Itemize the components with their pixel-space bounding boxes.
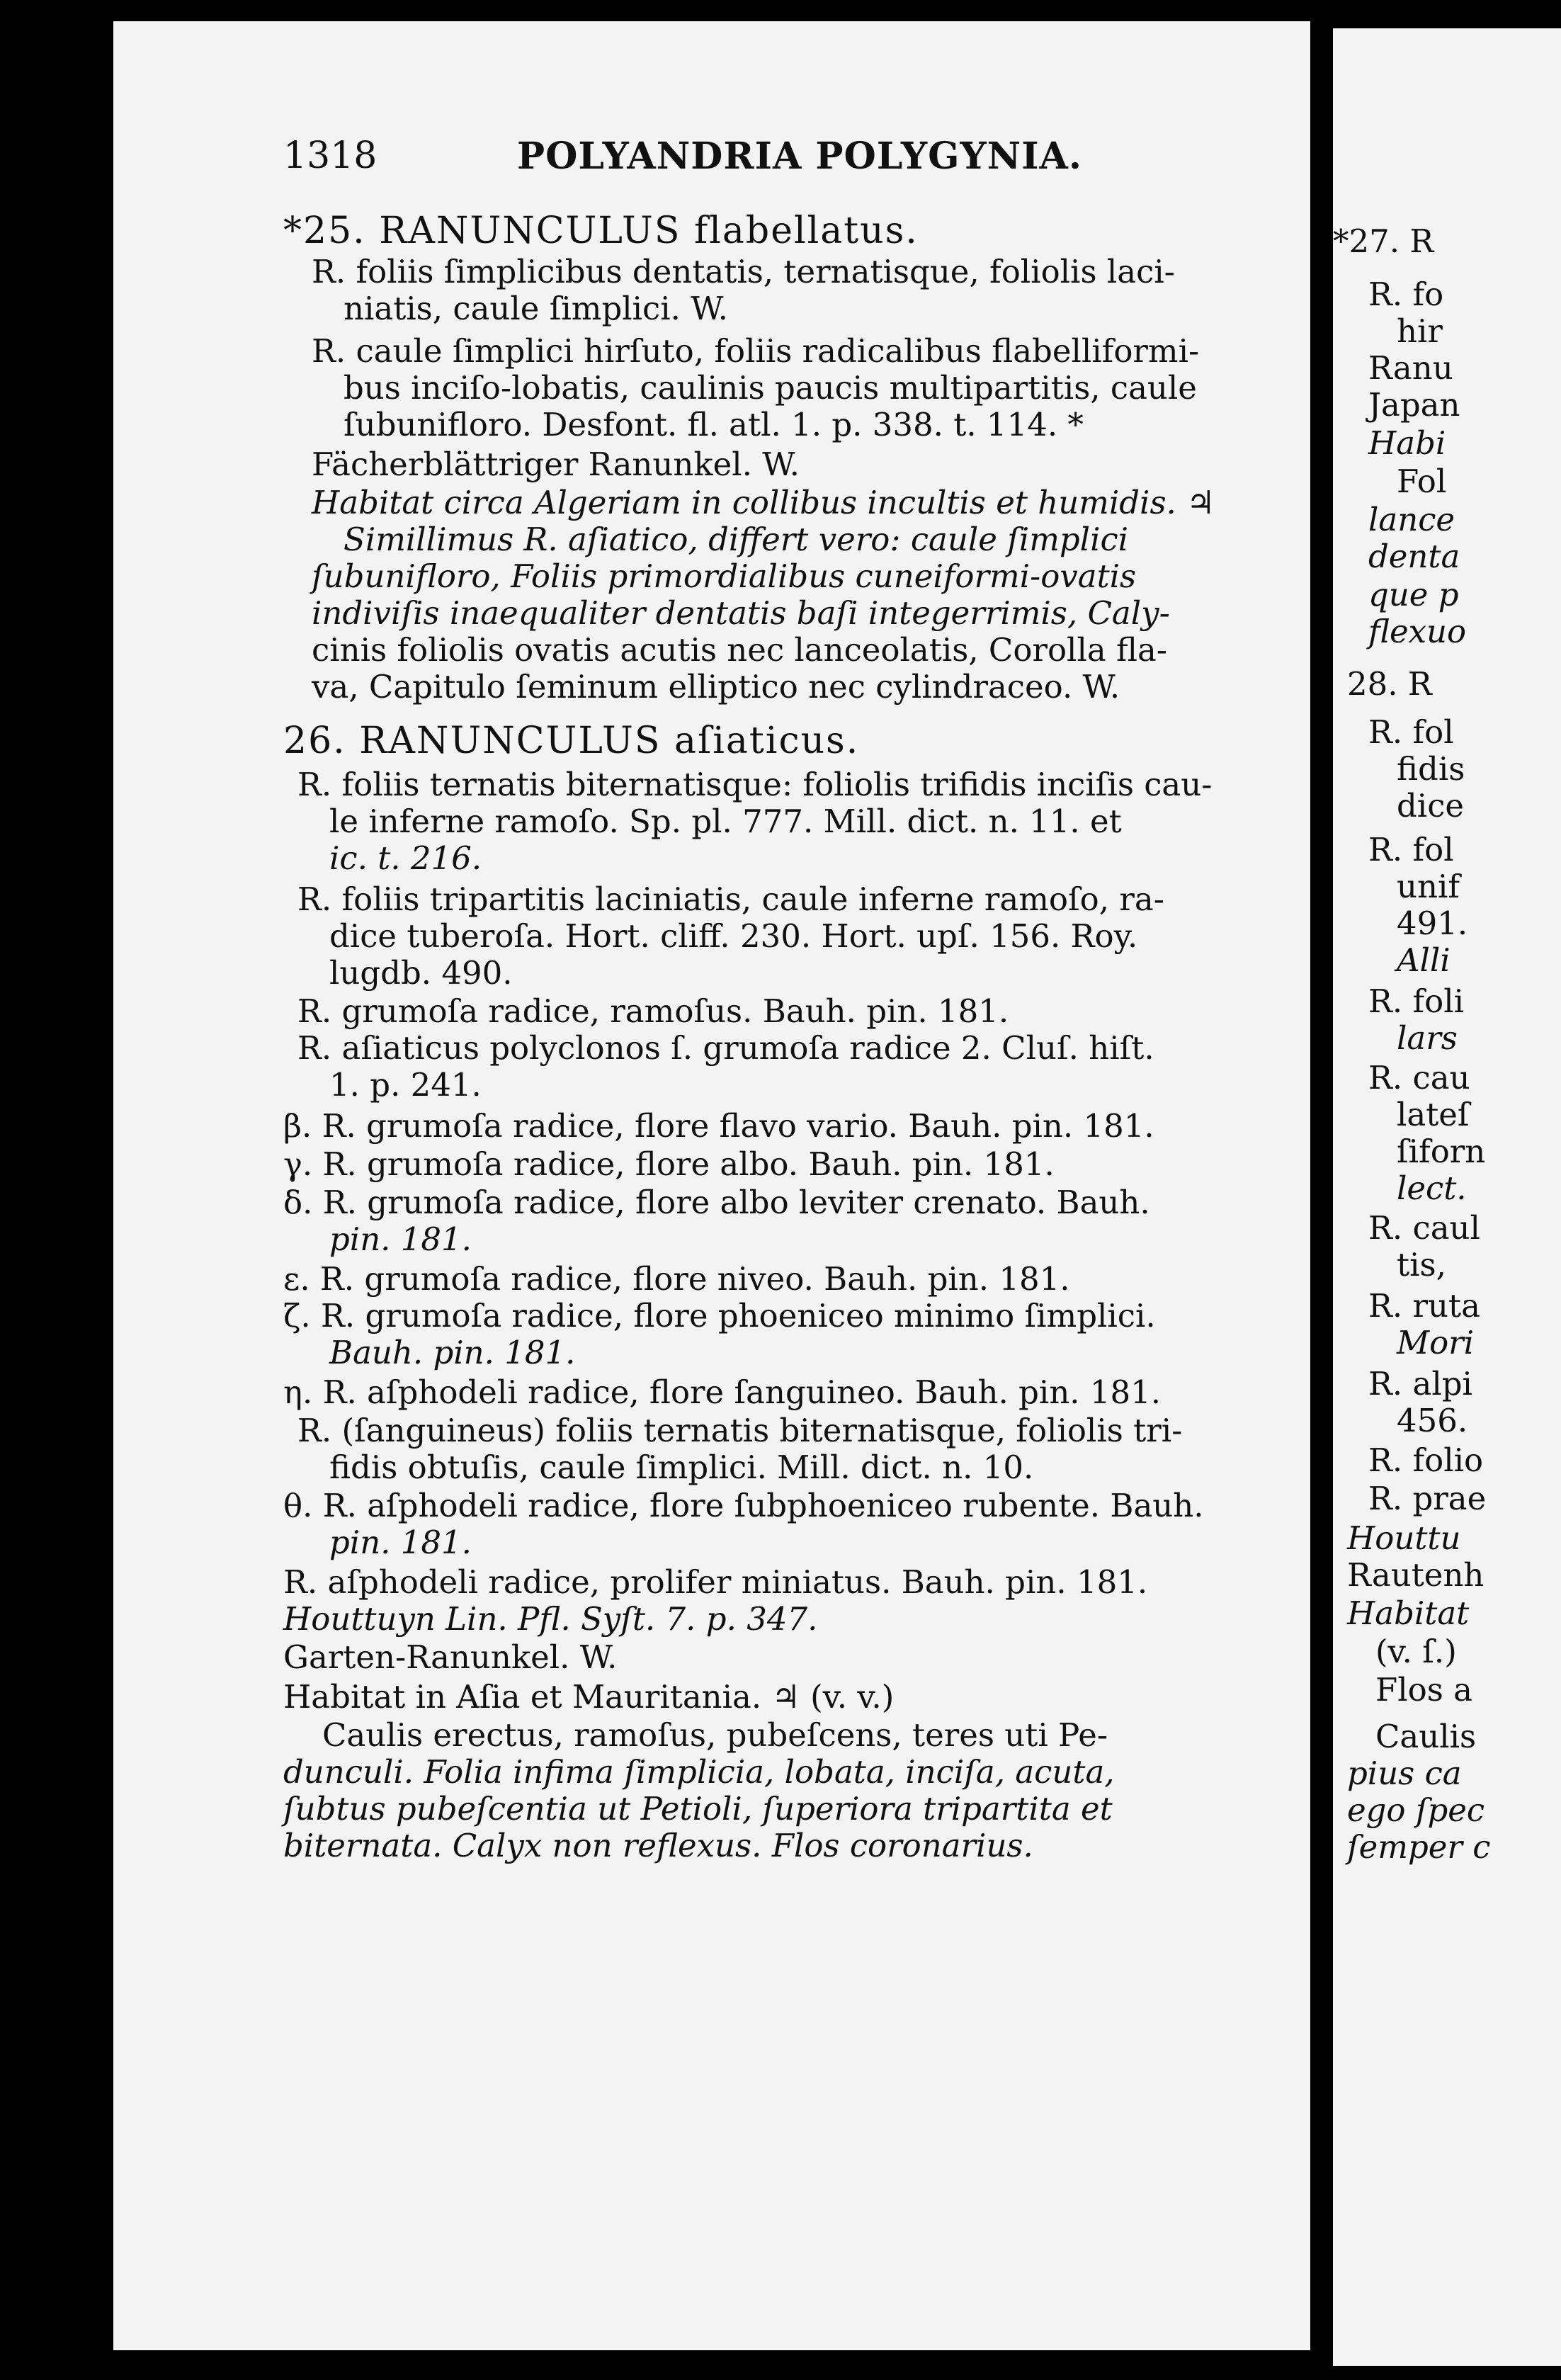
right-text-line: tis,: [1397, 1246, 1446, 1284]
text-line: *25. RANUNCULUS flabellatus.: [283, 210, 919, 252]
right-text-line: R. alpi: [1368, 1365, 1472, 1402]
right-text-line: R. ruta: [1368, 1287, 1480, 1325]
right-text-line: Alli: [1397, 941, 1451, 979]
text-line: ic. t. 216.: [329, 839, 482, 877]
text-line: indiviſis inaequaliter dentatis baſi integerrimis, Caly-: [312, 594, 1170, 632]
left-page: [113, 21, 1310, 2350]
book-gutter: [1310, 0, 1333, 2380]
right-text-line: Fol: [1397, 463, 1447, 500]
text-line: γ. R. grumoſa radice, flore albo. Bauh. pin. 181.: [283, 1145, 1055, 1183]
text-line: Fächerblättriger Ranunkel. W.: [312, 446, 800, 483]
right-text-line: R. prae: [1368, 1480, 1487, 1517]
right-text-line: Rautenh: [1347, 1556, 1485, 1594]
right-text-line: ego ſpec: [1347, 1791, 1485, 1829]
text-line: ſubunifloro. Desfont. fl. atl. 1. p. 338. t. 114. *: [344, 406, 1084, 443]
page-number: 1318: [283, 135, 378, 177]
right-text-line: lateſ: [1397, 1096, 1470, 1133]
right-text-line: Japan: [1368, 386, 1460, 424]
page-header: [113, 120, 1310, 184]
right-text-line: Houttu: [1347, 1519, 1461, 1557]
text-line: 26. RANUNCULUS aſiaticus.: [283, 720, 860, 762]
text-line: R. (ſanguineus) foliis ternatis biternatisque, foliolis tri-: [297, 1412, 1183, 1449]
right-text-line: lect.: [1397, 1169, 1467, 1207]
text-line: le inferne ramoſo. Sp. pl. 777. Mill. dict. n. 11. et: [329, 803, 1122, 840]
right-text-line: (v. ſ.): [1375, 1633, 1457, 1670]
right-text-line: *27. R: [1333, 222, 1434, 260]
right-text-line: lars: [1397, 1019, 1458, 1057]
text-line: dice tuberoſa. Hort. cliff. 230. Hort. upſ. 156. Roy.: [329, 917, 1138, 955]
text-line: Habitat circa Algeriam in collibus incultis et humidis. ♃: [312, 484, 1215, 521]
text-line: ε. R. grumoſa radice, flore niveo. Bauh. pin. 181.: [283, 1260, 1070, 1298]
text-line: θ. R. aſphodeli radice, flore ſubphoeniceo rubente. Bauh.: [283, 1487, 1204, 1524]
text-line: va, Capitulo ſeminum elliptico nec cylindraceo. W.: [312, 668, 1120, 706]
text-line: fidis obtuſis, caule ſimplici. Mill. dict. n. 10.: [329, 1449, 1034, 1486]
text-line: R. grumoſa radice, ramoſus. Bauh. pin. 181.: [297, 992, 1009, 1030]
text-line: R. aſphodeli radice, prolifer miniatus. Bauh. pin. 181.: [283, 1563, 1148, 1601]
right-text-line: Habitat: [1347, 1594, 1470, 1632]
right-text-line: pius ca: [1347, 1755, 1462, 1792]
text-line: niatis, caule ſimplici. W.: [344, 290, 728, 327]
right-text-line: dice: [1397, 787, 1465, 824]
right-text-line: lance: [1368, 501, 1455, 538]
right-text-line: Caulis: [1375, 1718, 1477, 1755]
right-text-line: fidis: [1397, 750, 1465, 788]
text-line: Garten-Ranunkel. W.: [283, 1638, 618, 1676]
right-text-line: que p: [1368, 576, 1459, 613]
right-page-fragment: [1333, 28, 1561, 2366]
right-text-line: R. fo: [1368, 276, 1444, 313]
text-line: pin. 181.: [329, 1524, 472, 1561]
right-text-line: 456.: [1397, 1402, 1468, 1439]
text-line: 1. p. 241.: [329, 1066, 482, 1104]
text-line: R. foliis ternatis biternatisque: foliolis trifidis inciſis cau-: [297, 766, 1213, 803]
right-text-line: R. fol: [1368, 713, 1454, 751]
text-line: dunculi. Folia infima ſimplicia, lobata, inciſa, acuta,: [283, 1753, 1115, 1791]
text-line: ſubunifloro, Foliis primordialibus cuneiformi-ovatis: [312, 557, 1137, 595]
right-text-line: R. cau: [1368, 1059, 1470, 1096]
text-line: Caulis erectus, ramoſus, pubeſcens, teres uti Pe-: [322, 1716, 1108, 1754]
right-text-line: Habi: [1368, 424, 1446, 462]
text-line: η. R. aſphodeli radice, flore ſanguineo. Bauh. pin. 181.: [283, 1373, 1162, 1411]
text-line: R. foliis tripartitis laciniatis, caule inferne ramoſo, ra-: [297, 880, 1164, 918]
text-line: lugdb. 490.: [329, 954, 513, 992]
right-text-line: R. foli: [1368, 982, 1465, 1020]
right-text-line: ſemper c: [1347, 1828, 1491, 1866]
text-line: ζ. R. grumoſa radice, flore phoeniceo minimo ſimplici.: [283, 1297, 1156, 1334]
text-line: Bauh. pin. 181.: [329, 1334, 576, 1371]
right-text-line: R. fol: [1368, 831, 1454, 868]
text-line: Houttuyn Lin. Pfl. Syſt. 7. p. 347.: [283, 1600, 818, 1638]
running-title: POLYANDRIA POLYGYNIA.: [517, 135, 1082, 178]
right-text-line: R. folio: [1368, 1441, 1484, 1479]
text-line: pin. 181.: [329, 1220, 472, 1258]
text-line: R. aſiaticus polyclonos ſ. grumoſa radice 2. Cluſ. hiſt.: [297, 1029, 1154, 1067]
text-line: ſubtus pubeſcentia ut Petioli, ſuperiora tripartita et: [283, 1790, 1113, 1828]
right-text-line: unif: [1397, 868, 1460, 905]
text-line: bus inciſo-lobatis, caulinis paucis multipartitis, caule: [344, 369, 1197, 407]
text-line: Simillimus R. aſiatico, differt vero: caule ſimplici: [344, 521, 1129, 558]
text-line: Habitat in Aſia et Mauritania. ♃ (v. v.): [283, 1678, 895, 1716]
right-text-line: R. caul: [1368, 1209, 1480, 1247]
right-text-line: Flos a: [1375, 1671, 1472, 1708]
text-line: cinis foliolis ovatis acutis nec lanceolatis, Corolla fla-: [312, 631, 1168, 669]
text-line: biternata. Calyx non reflexus. Flos coronarius.: [283, 1827, 1033, 1864]
right-text-line: hir: [1397, 312, 1443, 350]
right-text-line: 491.: [1397, 905, 1468, 942]
text-line: R. caule ſimplici hirſuto, foliis radicalibus flabelliformi-: [312, 332, 1200, 370]
right-text-line: denta: [1368, 538, 1460, 575]
text-line: δ. R. grumoſa radice, flore albo leviter crenato. Bauh.: [283, 1184, 1150, 1221]
text-line: R. foliis ſimplicibus dentatis, ternatisque, foliolis laci-: [312, 253, 1175, 290]
text-line: β. R. grumoſa radice, flore flavo vario. Bauh. pin. 181.: [283, 1107, 1154, 1145]
right-text-line: Ranu: [1368, 349, 1453, 387]
right-text-line: ſiforn: [1397, 1133, 1486, 1170]
right-text-line: Mori: [1397, 1324, 1475, 1361]
right-text-line: 28. R: [1347, 665, 1432, 703]
right-text-line: flexuo: [1368, 613, 1467, 650]
